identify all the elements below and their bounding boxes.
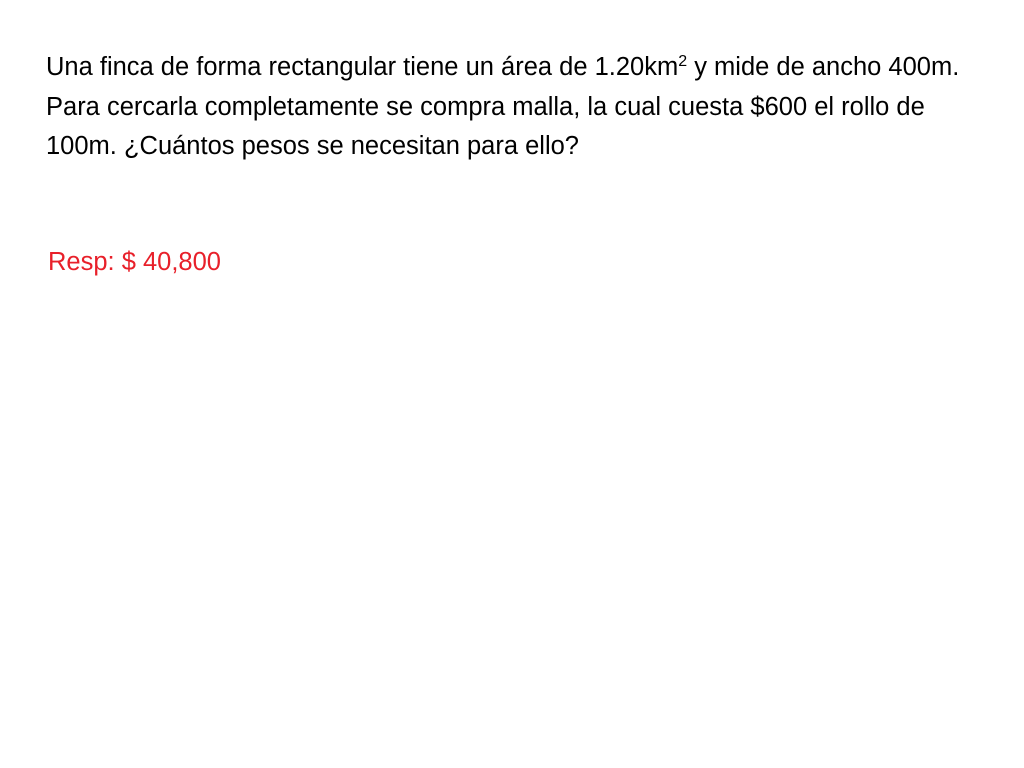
problem-text-start: Una finca de forma rectangular tiene un área de 1.20km (46, 53, 679, 81)
superscript-exponent: 2 (678, 53, 688, 70)
answer-text: Resp: $ 40,800 (48, 248, 221, 276)
problem-statement (46, 48, 996, 167)
problem-text-end: y mide de ancho 400m. Para cercarla completamente se compra malla, la cual cuesta $600 el rollo de 100m. ¿Cuántos pesos se necesitan para ello? (46, 53, 960, 160)
